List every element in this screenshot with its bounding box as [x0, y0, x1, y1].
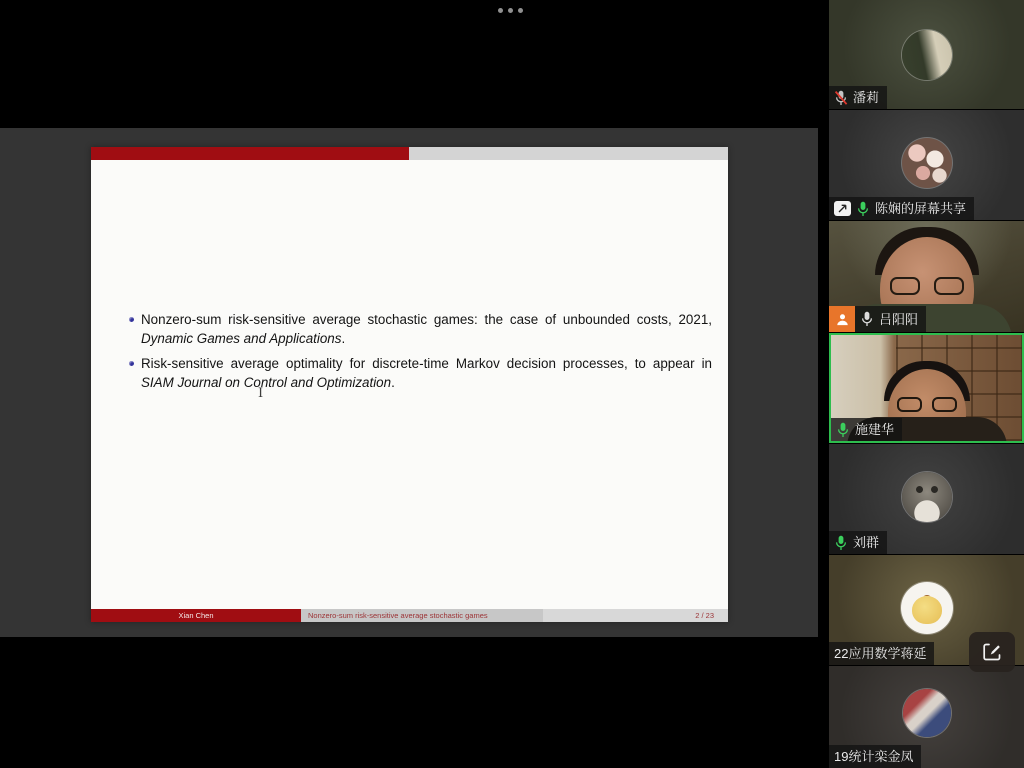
footer-author: Xian Chen	[91, 609, 301, 622]
name-label	[829, 745, 921, 768]
name-label	[829, 642, 934, 665]
participant-tile-chen-xian-share[interactable]	[829, 110, 1024, 220]
name-label	[829, 86, 887, 109]
label-row	[829, 306, 926, 332]
participant-name: 吕阳阳	[879, 311, 919, 327]
bullet-item	[128, 354, 712, 392]
journal-name: Dynamic Games and Applications	[141, 331, 342, 346]
pencil-icon	[979, 640, 1005, 664]
participant-tile-liu-qun[interactable]	[829, 444, 1024, 554]
participant-name: 19统计栾金凤	[834, 749, 914, 764]
mic-on-icon	[836, 422, 850, 438]
slide-header-bar	[91, 147, 728, 160]
label-row	[831, 418, 902, 441]
screen-share-badge-icon	[834, 201, 851, 216]
footer-page-number: 2 / 23	[543, 609, 728, 622]
participant-tile-lv-yangyang[interactable]	[829, 221, 1024, 332]
label-row	[829, 531, 887, 554]
participant-tile-shi-jianhua[interactable]	[829, 333, 1024, 443]
label-row	[829, 86, 887, 109]
dot-icon	[518, 8, 523, 13]
participant-name: 刘群	[853, 535, 880, 550]
dot-icon	[508, 8, 513, 13]
label-row	[829, 745, 921, 768]
participant-name: 陈娴的屏幕共享	[875, 201, 967, 216]
label-row	[829, 642, 934, 665]
name-label	[831, 418, 902, 441]
avatar	[903, 689, 951, 737]
participant-name: 施建华	[855, 422, 895, 437]
header-bar-gray-segment	[409, 147, 728, 160]
name-label	[829, 197, 974, 220]
annotation-button[interactable]	[969, 632, 1015, 672]
bullet-list	[128, 310, 712, 401]
participant-tile-luan-jinfeng[interactable]	[829, 666, 1024, 768]
bullet-text-suffix: .	[391, 375, 395, 390]
more-options-button[interactable]	[498, 8, 523, 13]
mic-on-icon	[834, 535, 848, 551]
name-label	[829, 531, 887, 554]
label-row	[829, 197, 974, 220]
journal-name: SIAM Journal on Control and Optimization	[141, 375, 392, 390]
header-bar-red-segment	[91, 147, 409, 160]
name-label	[855, 306, 926, 332]
bullet-item	[128, 310, 712, 348]
glasses	[890, 277, 964, 297]
slide-footer	[91, 609, 728, 622]
participant-name: 潘莉	[853, 90, 880, 105]
avatar	[902, 30, 952, 80]
avatar	[902, 472, 952, 522]
participant-tile-pan-li[interactable]	[829, 0, 1024, 109]
avatar	[901, 582, 953, 634]
bullet-text: Risk-sensitive average optimality for discrete-time Markov decision processes, to appear in	[141, 356, 712, 371]
host-badge-icon	[829, 306, 855, 332]
bullet-text-suffix: .	[341, 331, 346, 346]
presentation-slide	[91, 147, 728, 622]
text-cursor: I	[258, 386, 264, 401]
bullet-text: Nonzero-sum risk-sensitive average stochastic games: the case of unbounded costs, 2021,	[141, 312, 712, 327]
screen-share-region	[0, 128, 818, 637]
avatar	[902, 138, 952, 188]
mic-muted-icon	[834, 90, 848, 106]
footer-title: Nonzero-sum risk-sensitive average stochastic games	[301, 609, 543, 622]
participant-name: 22应用数学蒋延	[834, 646, 927, 661]
mic-idle-icon	[860, 311, 874, 327]
dot-icon	[498, 8, 503, 13]
mic-on-icon	[856, 201, 870, 217]
glasses	[897, 397, 957, 413]
